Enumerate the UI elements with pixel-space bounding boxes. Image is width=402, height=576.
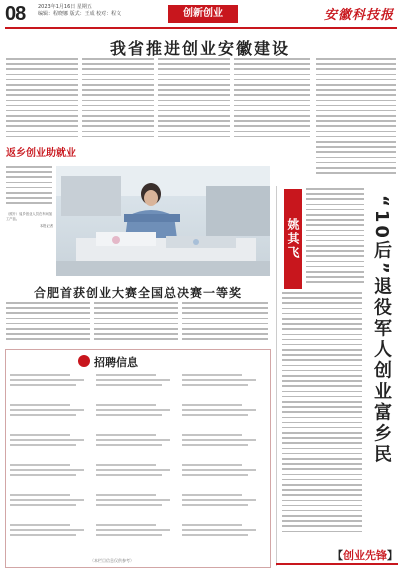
recruitment-listing xyxy=(182,524,270,554)
lead-article-col-2 xyxy=(82,58,154,140)
recruitment-title: 招聘信息 xyxy=(94,356,138,369)
brand-text: 创业先锋 xyxy=(343,549,387,562)
recruitment-listing xyxy=(96,404,184,434)
feature-article xyxy=(6,166,52,210)
contest-article-col-2 xyxy=(94,302,178,344)
paper-logo: 安徽科技报 xyxy=(323,8,394,23)
side-article-top xyxy=(306,188,364,288)
recruitment-listing xyxy=(96,524,184,554)
recruitment-listing xyxy=(182,404,270,434)
recruitment-listing xyxy=(10,464,98,494)
lead-article-col-1 xyxy=(6,58,78,140)
section-tag: 创新创业 xyxy=(168,5,238,23)
side-feature-title: “10后”退役军人创业富乡民 xyxy=(371,195,392,466)
issue-date: 2023年1月16日 星期五 xyxy=(38,4,92,10)
column-divider xyxy=(276,186,277,566)
contest-headline: 合肥首获创业大赛全国总决赛一等奖 xyxy=(33,286,242,300)
column-brand xyxy=(332,547,398,563)
contest-article-col-3 xyxy=(182,302,268,344)
recruitment-listing xyxy=(10,434,98,464)
page-number: 08 xyxy=(5,3,26,25)
recruitment-listing xyxy=(182,374,270,404)
recruitment-listing xyxy=(182,464,270,494)
recruitment-listing xyxy=(10,524,98,554)
top-rule xyxy=(5,27,397,29)
factory-worker-photo xyxy=(56,166,270,276)
lead-article-col-3 xyxy=(158,58,230,140)
issue-meta xyxy=(38,4,121,18)
recruitment-listing xyxy=(96,434,184,464)
lead-article-col-5 xyxy=(316,58,396,180)
feature-photo-caption xyxy=(6,212,53,230)
recruitment-listing xyxy=(10,404,98,434)
recruitment-listing xyxy=(96,494,184,524)
recruitment-listing xyxy=(182,434,270,464)
feature-heading: 返乡创业助就业 xyxy=(6,148,76,159)
issue-editors: 编辑：程晓娜 版式：王成 校对：程文 xyxy=(38,11,122,17)
author-name: 姚其飞 xyxy=(284,189,302,289)
brand-open-bracket: 【 xyxy=(332,549,343,562)
caption-byline: 本报记者 xyxy=(39,224,53,229)
recruitment-listing xyxy=(96,464,184,494)
main-headline: 我省推进创业安徽建设 xyxy=(109,39,290,58)
recruitment-listing xyxy=(10,494,98,524)
recruitment-listing xyxy=(182,494,270,524)
contest-article-col-1 xyxy=(6,302,90,344)
footer-rule xyxy=(276,563,398,565)
brand-close-bracket: 】 xyxy=(387,549,398,562)
caption-text: （照片）返乡创业人员在车间加工产品。 xyxy=(6,212,53,222)
recruitment-footer: （本栏目信息仅供参考） xyxy=(90,558,134,563)
recruitment-icon xyxy=(78,355,90,367)
side-article-body xyxy=(282,292,362,542)
masthead xyxy=(0,0,402,30)
feature-photo xyxy=(56,166,270,276)
recruitment-listing xyxy=(96,374,184,404)
recruitment-listing xyxy=(10,374,98,404)
lead-article-col-4 xyxy=(234,58,310,140)
